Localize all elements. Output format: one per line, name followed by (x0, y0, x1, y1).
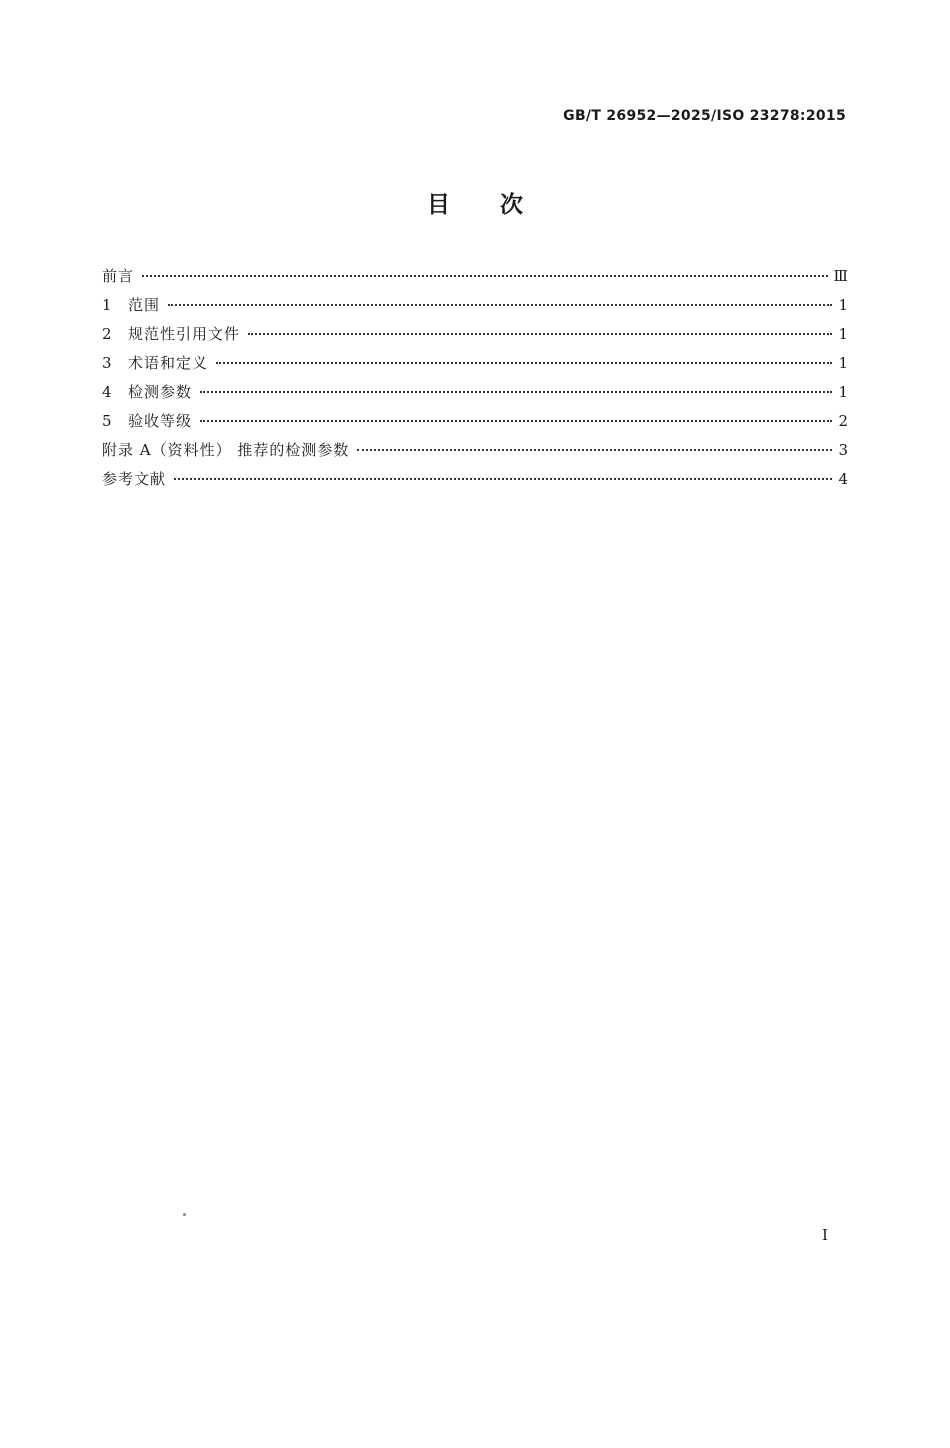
toc-entry-number: 5 (102, 412, 112, 430)
toc-entry-scope[interactable] (102, 291, 848, 320)
toc-title-char-2: 次 (500, 192, 523, 218)
dot-leader (168, 304, 832, 306)
toc-entry-number: 3 (102, 354, 112, 372)
scan-speck (183, 1213, 186, 1216)
toc-entry-page: 2 (838, 412, 848, 430)
toc-title (0, 186, 950, 219)
toc-entry-testing-parameters[interactable] (102, 378, 848, 407)
toc-entry-foreword[interactable] (102, 262, 848, 291)
toc-entry-label: 检测参数 (128, 383, 193, 401)
dot-leader (200, 391, 832, 393)
dot-leader (142, 275, 828, 277)
toc-entry-page: 3 (838, 441, 848, 459)
toc-entry-label: 附录 A（资料性） 推荐的检测参数 (102, 441, 350, 459)
toc-entry-page: 1 (838, 383, 848, 401)
standard-number: GB/T 26952—2025/ISO 23278:2015 (563, 108, 846, 124)
toc-entry-normative-references[interactable] (102, 320, 848, 349)
page-number: I (822, 1226, 828, 1244)
toc-entry-label: 术语和定义 (128, 354, 209, 372)
toc-entry-acceptance-levels[interactable] (102, 407, 848, 436)
toc-entry-number: 4 (102, 383, 112, 401)
toc-entry-label: 规范性引用文件 (128, 325, 241, 343)
dot-leader (248, 333, 832, 335)
toc-list (102, 262, 848, 494)
toc-entry-page: 1 (838, 325, 848, 343)
toc-entry-page: 1 (838, 296, 848, 314)
toc-entry-bibliography[interactable] (102, 465, 848, 494)
toc-entry-annex-a[interactable] (102, 436, 848, 465)
toc-entry-number: 1 (102, 296, 112, 314)
toc-entry-terms-definitions[interactable] (102, 349, 848, 378)
dot-leader (174, 478, 832, 480)
toc-entry-page: Ⅲ (833, 267, 848, 285)
toc-entry-number: 2 (102, 325, 112, 343)
toc-entry-label: 验收等级 (128, 412, 193, 430)
toc-entry-label: 范围 (128, 296, 161, 314)
toc-entry-page: 1 (838, 354, 848, 372)
toc-title-char-1: 目 (427, 192, 450, 218)
dot-leader (357, 449, 832, 451)
toc-entry-label: 前言 (102, 267, 135, 285)
dot-leader (216, 362, 832, 364)
toc-entry-label: 参考文献 (102, 470, 167, 488)
toc-entry-page: 4 (838, 470, 848, 488)
dot-leader (200, 420, 832, 422)
